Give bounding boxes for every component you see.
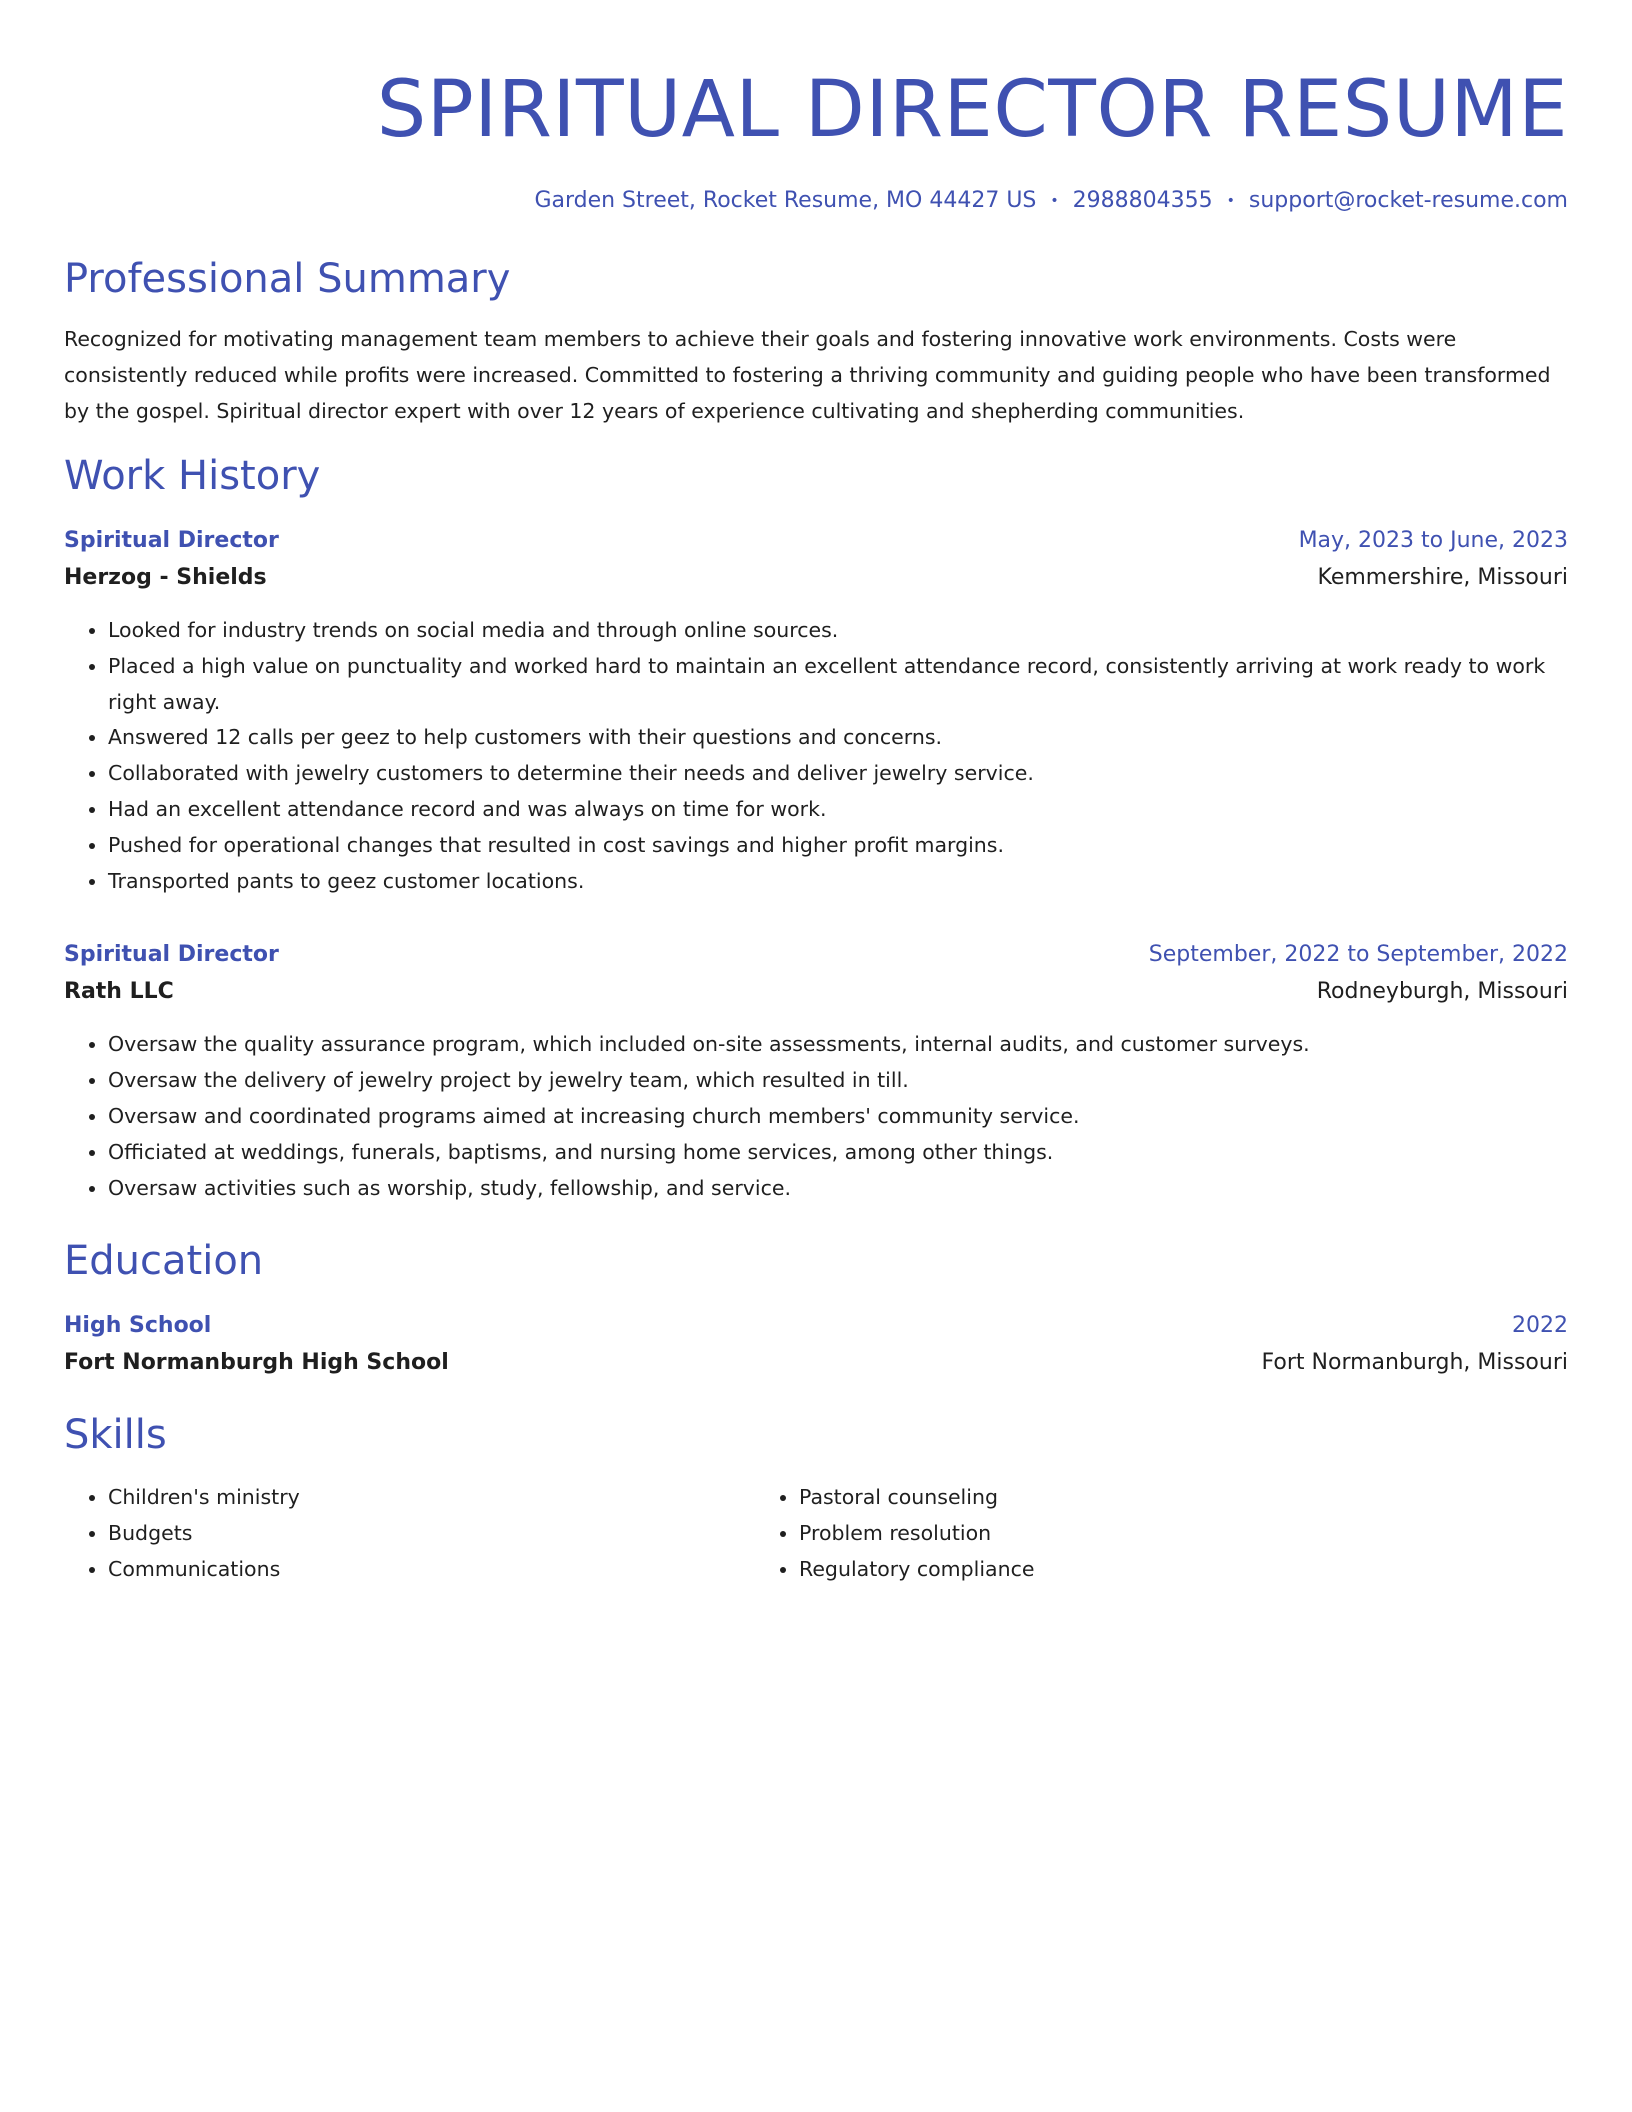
job-location: Rodneyburgh, Missouri [1316, 979, 1568, 1005]
contact-separator: • [1226, 193, 1235, 209]
resume-header [64, 56, 1568, 217]
skills-column-right [755, 1480, 1446, 1587]
job-bullet: • Looked for industry trends on social media and through online sources. [108, 613, 1568, 649]
education-entry [64, 1308, 1568, 1382]
skill-item: • Regulatory compliance [799, 1552, 1446, 1588]
job-role: Spiritual Director [64, 528, 279, 553]
job-entry [64, 523, 1568, 899]
contact-address: Garden Street, Rocket Resume, MO 44427 US [534, 188, 1037, 213]
job-bullet: • Collaborated with jewelry customers to determine their needs and deliver jewelry service. [108, 756, 1568, 792]
job-company: Rath LLC [64, 979, 174, 1005]
job-bullet: • Officiated at weddings, funerals, baptisms, and nursing home services, among other things. [108, 1135, 1568, 1171]
job-role: Spiritual Director [64, 942, 279, 968]
section-title-education: Education [64, 1238, 264, 1285]
job-location: Kemmershire, Missouri [1317, 565, 1568, 590]
job-bullet: • Transported pants to geez customer locations. [108, 864, 1568, 900]
job-bullet: • Oversaw the quality assurance program, which included on-site assessments, internal audits, and customer surveys. [108, 1027, 1568, 1063]
contact-separator: • [1050, 193, 1059, 209]
contact-line [64, 185, 1568, 217]
section-title-work-history: Work History [64, 453, 321, 499]
job-bullet: • Answered 12 calls per geez to help customers with their questions and concerns. [108, 720, 1568, 756]
job-bullets [64, 1027, 1568, 1206]
skills-list [64, 1480, 1568, 1587]
skill-item: • Communications [108, 1552, 755, 1588]
education-location: Fort Normanburgh, Missouri [1261, 1350, 1568, 1376]
professional-summary-text: Recognized for motivating management team members to achieve their goals and fostering innovative work environments. Costs were consistently reduced while profits were increased. Committed to fostering a thriving community and guiding people who have been transformed by the gospel. Spiritual director expert with over 12 years of experience cultivating and shepherding communities. [64, 327, 1551, 423]
job-bullet: • Oversaw activities such as worship, study, fellowship, and service. [108, 1171, 1568, 1207]
job-dates: September, 2022 to September, 2022 [1148, 942, 1568, 968]
job-dates: May, 2023 to June, 2023 [1298, 528, 1568, 553]
job-bullet: • Placed a high value on punctuality and worked hard to maintain an excellent attendance record, consistently arriving at work ready to work right away. [108, 649, 1568, 721]
section-title-professional-summary: Professional Summary [64, 256, 511, 302]
job-company-row [64, 973, 1568, 1011]
section-title-skills: Skills [64, 1412, 167, 1459]
resume-title: SPIRITUAL DIRECTOR RESUME [376, 65, 1568, 155]
contact-phone: 2988804355 [1072, 188, 1213, 213]
skill-item: • Budgets [108, 1516, 755, 1552]
job-bullet: • Oversaw and coordinated programs aimed at increasing church members' community service. [108, 1099, 1568, 1135]
job-header-row [64, 523, 1568, 559]
skills-column-left [64, 1480, 755, 1587]
education-header-row [64, 1308, 1568, 1344]
skill-item: • Problem resolution [799, 1516, 1446, 1552]
job-bullet: • Oversaw the delivery of jewelry project by jewelry team, which resulted in till. [108, 1063, 1568, 1099]
education-degree: High School [64, 1313, 212, 1339]
education-year: 2022 [1512, 1313, 1568, 1339]
skill-item: • Pastoral counseling [799, 1480, 1446, 1516]
contact-email: support@rocket-resume.com [1248, 188, 1568, 213]
education-school-row [64, 1344, 1568, 1382]
job-header-row [64, 937, 1568, 973]
job-entry [64, 937, 1568, 1206]
job-bullet: • Had an excellent attendance record and was always on time for work. [108, 792, 1568, 828]
job-company: Herzog - Shields [64, 565, 267, 590]
education-school: Fort Normanburgh High School [64, 1350, 449, 1376]
job-company-row [64, 559, 1568, 597]
job-bullets [64, 613, 1568, 899]
job-bullet: • Pushed for operational changes that resulted in cost savings and higher profit margins. [108, 828, 1568, 864]
skill-item: • Children's ministry [108, 1480, 755, 1516]
